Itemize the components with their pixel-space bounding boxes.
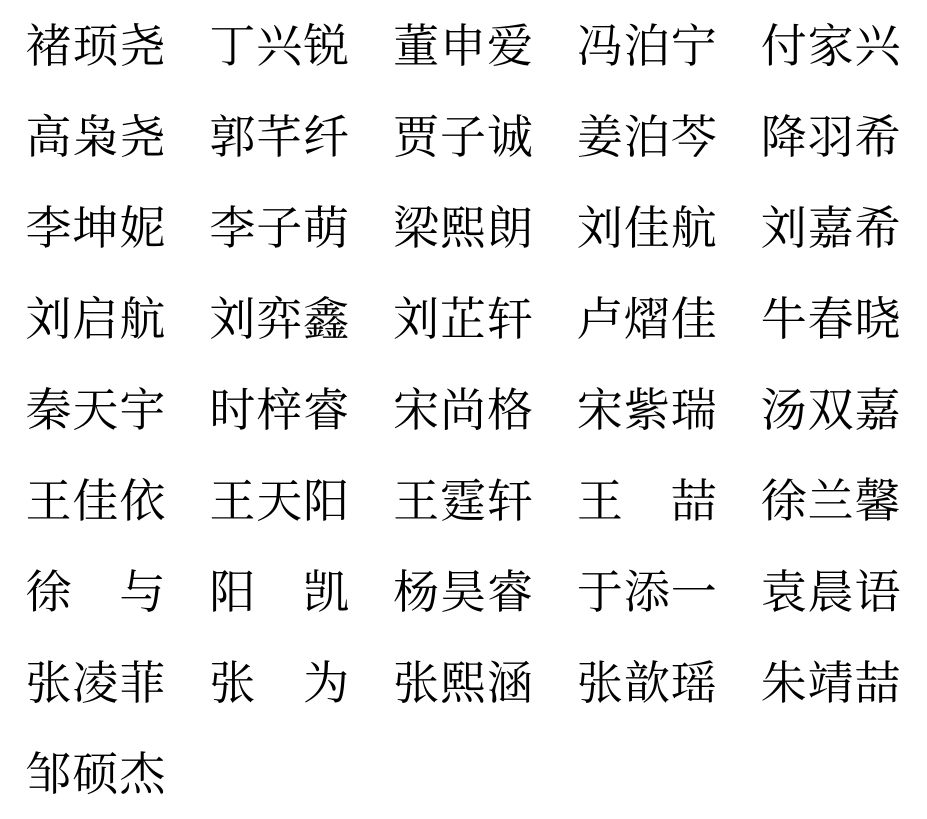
name-cell: 冯泊宁	[576, 18, 718, 73]
name-cell: 刘佳航	[576, 200, 718, 255]
name-cell: 宋紫瑞	[576, 382, 718, 437]
name-cell: 秦天宇	[25, 382, 167, 437]
name-cell: 董申爱	[393, 18, 534, 73]
name-cell: 高枭尧	[25, 109, 167, 164]
name-cell: 刘嘉希	[760, 200, 902, 255]
name-cell: 张凌菲	[25, 655, 167, 710]
name-cell: 刘芷轩	[393, 291, 534, 346]
name-cell: 于添一	[576, 564, 718, 619]
name-cell: 贾子诚	[393, 109, 534, 164]
name-cell: 宋尚格	[393, 382, 534, 437]
name-cell: 王霆轩	[393, 473, 534, 528]
name-cell: 李坤妮	[25, 200, 167, 255]
name-cell: 王天阳	[209, 473, 351, 528]
name-cell: 杨昊睿	[393, 564, 534, 619]
name-cell: 牛春晓	[760, 291, 902, 346]
name-cell: 徐 与	[25, 564, 167, 619]
name-cell: 李子萌	[209, 200, 351, 255]
name-cell: 褚顼尧	[25, 18, 167, 73]
name-cell: 付家兴	[760, 18, 902, 73]
name-cell: 卢熠佳	[576, 291, 718, 346]
name-cell: 汤双嘉	[760, 382, 902, 437]
name-cell: 张歆瑶	[576, 655, 718, 710]
name-cell: 王佳依	[25, 473, 167, 528]
name-cell: 袁晨语	[760, 564, 902, 619]
name-cell: 徐兰馨	[760, 473, 902, 528]
name-cell: 梁熙朗	[393, 200, 534, 255]
name-cell: 阳 凯	[209, 564, 351, 619]
name-cell: 丁兴锐	[209, 18, 351, 73]
name-cell: 张 为	[209, 655, 351, 710]
name-cell: 张熙涵	[393, 655, 534, 710]
name-cell: 刘弈鑫	[209, 291, 351, 346]
name-cell: 邹硕杰	[25, 746, 167, 801]
name-cell: 姜泊芩	[576, 109, 718, 164]
name-cell: 降羽希	[760, 109, 902, 164]
name-cell: 朱靖喆	[760, 655, 902, 710]
name-cell: 郭芊纤	[209, 109, 351, 164]
name-cell: 时梓睿	[209, 382, 351, 437]
name-cell: 王 喆	[576, 473, 718, 528]
name-cell: 刘启航	[25, 291, 167, 346]
